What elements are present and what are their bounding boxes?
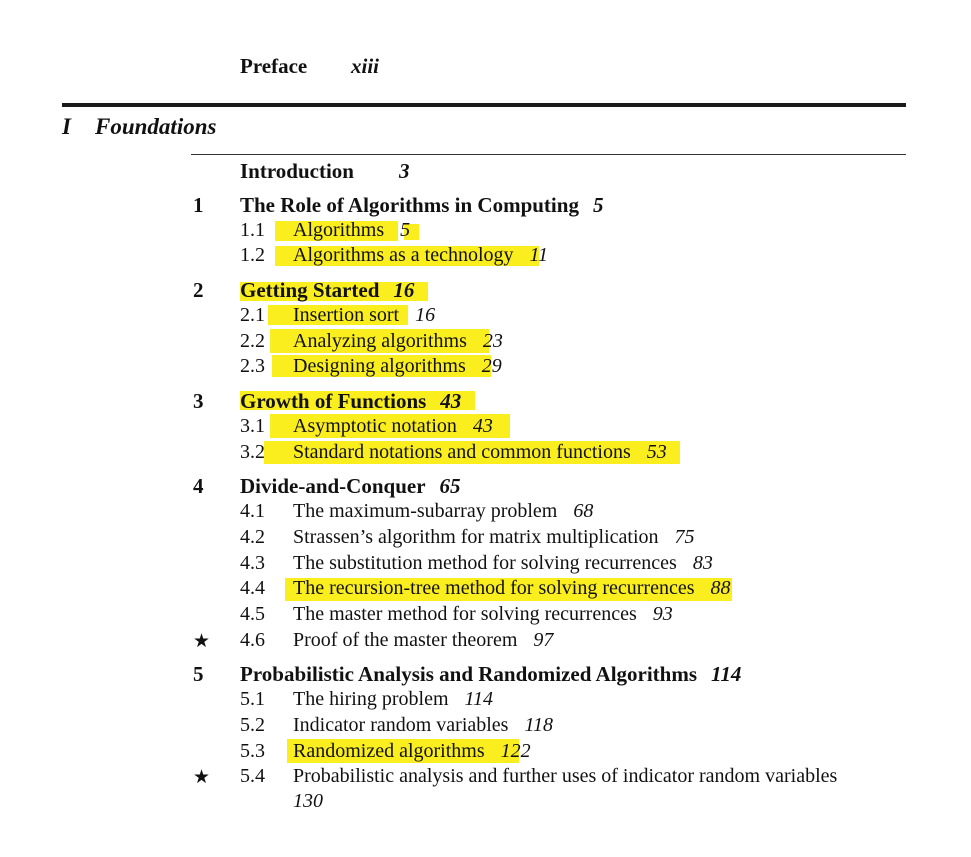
section-entry[interactable]: The maximum-subarray problem 68 [293,500,594,522]
section-entry[interactable]: Randomized algorithms 122 [293,740,531,762]
section-number: 2.3 [240,355,265,377]
section-page: 75 [674,526,695,548]
part-divider [62,103,906,107]
chapter-number: 2 [193,278,204,302]
section-number: 4.3 [240,552,265,574]
section-number: 5.2 [240,714,265,736]
chapter-list-divider [191,154,906,155]
section-page: 97 [533,629,554,651]
chapter-title[interactable]: Probabilistic Analysis and Randomized Algorithms 114 [240,662,742,686]
section-page: 5 [400,219,411,241]
chapter-number: 1 [193,193,204,217]
section-page: 53 [646,441,667,463]
section-number: 1.2 [240,244,265,266]
section-entry[interactable]: The master method for solving recurrences 93 [293,603,673,625]
section-number: 5.3 [240,740,265,762]
section-entry[interactable]: Algorithms as a technology 11 [293,244,549,266]
section-number: 5.1 [240,688,265,710]
section-number: 4.1 [240,500,265,522]
section-entry[interactable]: Analyzing algorithms 23 [293,330,503,352]
section-page: 23 [482,330,503,352]
section-page: 68 [573,500,594,522]
chapter-page: 114 [711,662,742,686]
chapter-page: 16 [393,278,415,302]
section-entry[interactable]: Designing algorithms 29 [293,355,502,377]
section-entry[interactable]: Indicator random variables 118 [293,714,553,736]
section-page: 29 [481,355,502,377]
section-number: 4.2 [240,526,265,548]
part-number: I [62,114,71,139]
section-page: 88 [710,577,731,599]
section-entry[interactable]: Strassen’s algorithm for matrix multiplication 75 [293,526,695,548]
section-entry[interactable]: Insertion sort 16 [293,304,436,326]
chapter-number: 4 [193,474,204,498]
section-page: 118 [524,714,553,736]
section-number: 3.2 [240,441,265,463]
chapter-number: 5 [193,662,204,686]
chapter-page: 5 [592,193,604,217]
section-number: 2.1 [240,304,265,326]
star-icon: ★ [193,631,211,652]
chapter-title[interactable]: Growth of Functions 43 [240,389,462,413]
section-page: 43 [472,415,493,437]
section-number: 5.4 [240,765,265,787]
section-entry[interactable]: The hiring problem 114 [293,688,494,710]
preface-label[interactable]: Preface [240,54,308,78]
section-entry[interactable]: Probabilistic analysis and further uses of indicator random variables [293,765,838,787]
section-page: 122 [500,740,531,762]
section-entry[interactable]: Algorithms 5 [293,219,411,241]
section-entry[interactable]: The recursion-tree method for solving recurrences 88 [293,577,731,599]
introduction-page: 3 [399,159,410,183]
preface-page: xiii [351,54,380,78]
chapter-page: 43 [440,389,462,413]
section-entry[interactable]: The substitution method for solving recurrences 83 [293,552,713,574]
chapter-title[interactable]: The Role of Algorithms in Computing 5 [240,193,604,217]
section-page: 83 [692,552,713,574]
section-entry[interactable]: Standard notations and common functions 53 [293,441,667,463]
section-page: 114 [464,688,494,710]
section-number: 4.6 [240,629,265,651]
chapter-title[interactable]: Divide-and-Conquer 65 [240,474,461,498]
section-number: 3.1 [240,415,265,437]
star-icon: ★ [193,767,211,788]
section-entry[interactable]: Asymptotic notation 43 [293,415,493,437]
introduction-label[interactable]: Introduction [240,159,354,183]
section-number: 4.5 [240,603,265,625]
chapter-title[interactable]: Getting Started 16 [240,278,415,302]
section-page: 130 [293,790,323,812]
chapter-number: 3 [193,389,204,413]
section-page: 11 [529,244,549,266]
chapter-page: 65 [439,474,461,498]
section-number: 1.1 [240,219,265,241]
section-number: 4.4 [240,577,265,599]
section-page: 93 [652,603,673,625]
part-title[interactable]: Foundations [95,114,217,139]
section-number: 2.2 [240,330,265,352]
section-entry[interactable]: Proof of the master theorem 97 [293,629,554,651]
section-page: 16 [415,304,436,326]
